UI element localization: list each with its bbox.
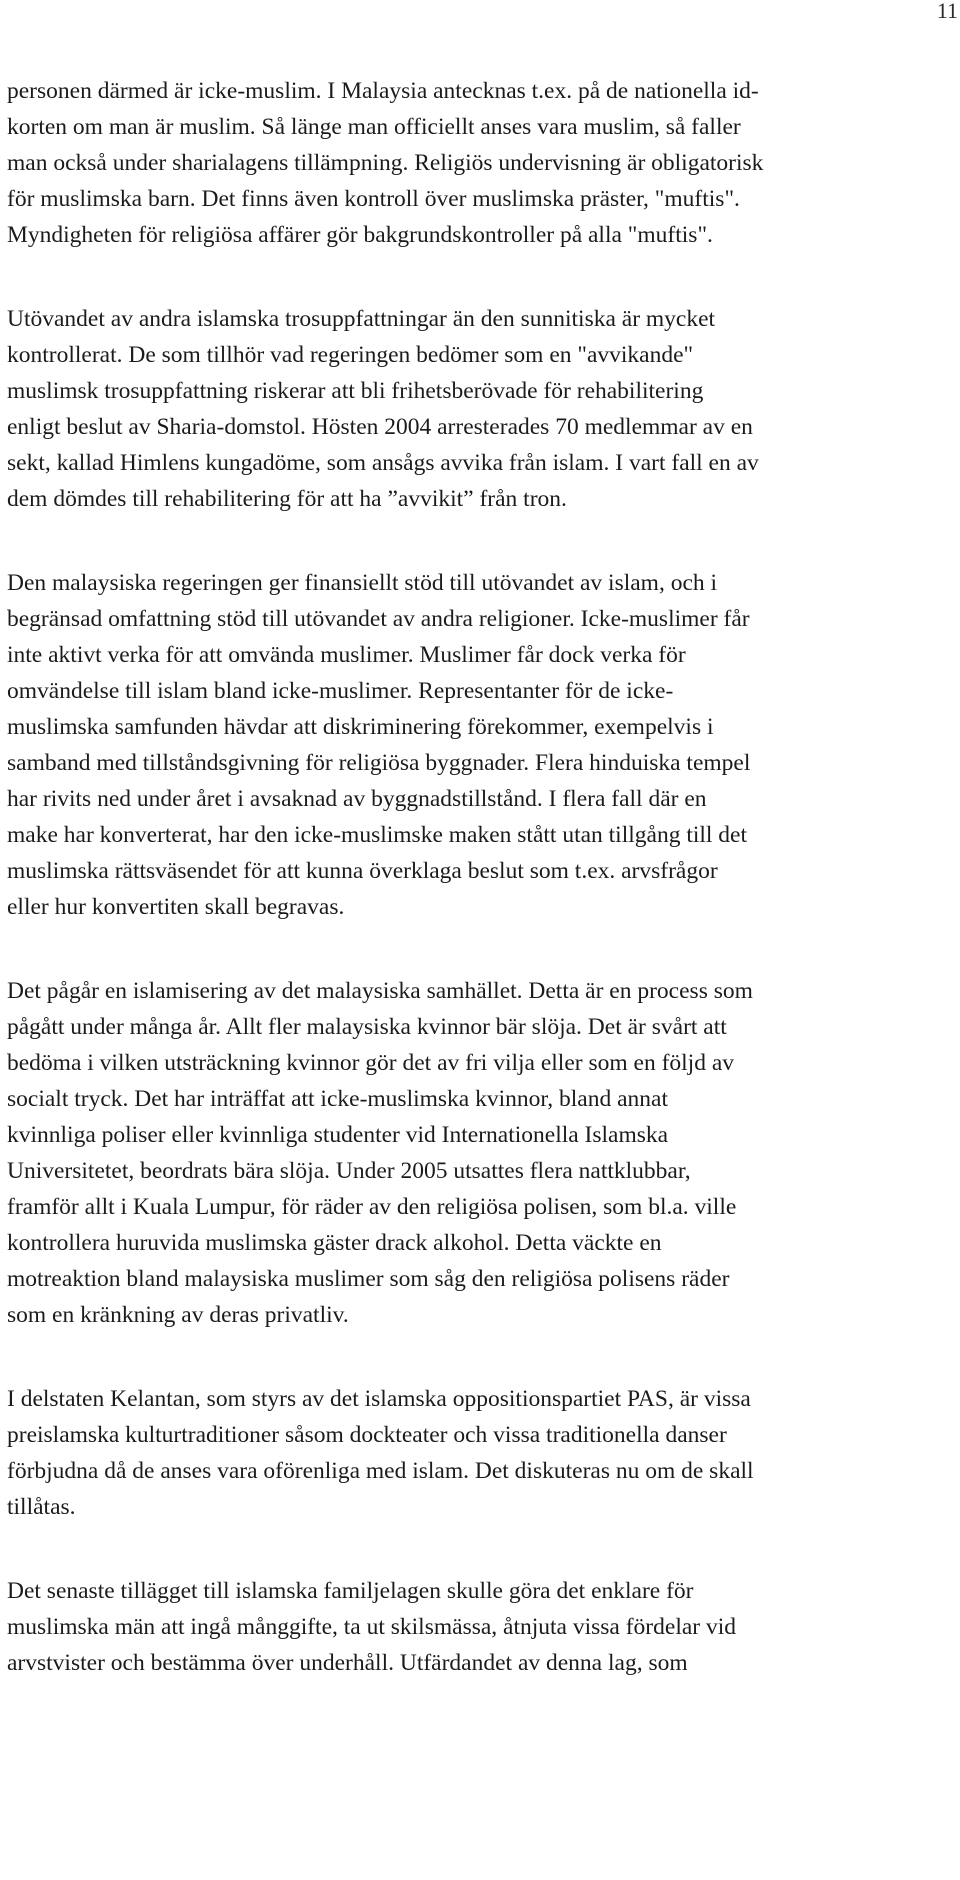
paragraph-other-islamic-beliefs: Utövandet av andra islamska trosuppfattningar än den sunnitiska är mycket kontrollerat. De som tillhör vad regeringen bedömer som en "avvikande" muslimsk trosuppfattning riskerar att bli frihetsberövade för rehabilitering enligt beslut av Sharia-domstol. Hösten 2004 arresterades 70 medlemmar av en sekt, kallad Himlens kungadöme, som ansågs avvika från islam. I vart fall en av dem dömdes till rehabilitering för att ha ”avvikit” från tron.: [7, 306, 759, 512]
paragraph-family-law: Det senaste tillägget till islamska familjelagen skulle göra det enklare för muslimska män att ingå månggifte, ta ut skilsmässa, åtnjuta vissa fördelar vid arvstvister och bestämma över underhåll. Utfärdandet av denna lag, som: [7, 1578, 737, 1676]
paragraph-government-support: Den malaysiska regeringen ger finansiellt stöd till utövandet av islam, och i begränsad omfattning stöd till utövandet av andra religioner. Icke-muslimer får inte aktivt verka för att omvända muslimer. Muslimer får dock verka för omvändelse till islam bland icke-muslimer. Representanter för de icke- muslimska samfunden hävdar att diskriminering förekommer, exempelvis i samband med tillståndsgivning för religiösa byggnader. Flera hinduiska tempel har rivits ned under året i avsaknad av byggnadstillstånd. I flera fall där en make har konverterat, har den icke-muslimske maken stått utan tillgång till det muslimska rättsväsendet för att kunna överklaga beslut som t.ex. arvsfrågor eller hur konvertiten skall begravas.: [7, 570, 751, 920]
paragraph-religious-status: personen därmed är icke-muslim. I Malaysia antecknas t.ex. på de nationella id- korten om man är muslim. Så länge man officiellt anses vara muslim, så faller man också under sharialagens tillämpning. Religiös undervisning är obligatorisk för muslimska barn. Det finns även kontroll över muslimska präster, "muftis". Myndigheten för religiösa affärer gör bakgrundskontroller på alla "muftis".: [7, 78, 764, 248]
document-body: [7, 73, 959, 1681]
page-number: 11: [936, 0, 958, 23]
paragraph-islamization: Det pågår en islamisering av det malaysiska samhället. Detta är en process som pågått under många år. Allt fler malaysiska kvinnor bär slöja. Det är svårt att bedöma i vilken utsträckning kvinnor gör det av fri vilja eller som en följd av socialt tryck. Det har inträffat att icke-muslimska kvinnor, bland annat kvinnliga poliser eller kvinnliga studenter vid Internationella Islamska Universitetet, beordrats bära slöja. Under 2005 utsattes flera nattklubbar, framför allt i Kuala Lumpur, för räder av den religiösa polisen, som bl.a. ville kontrollera huruvida muslimska gäster drack alkohol. Detta väckte en motreaktion bland malaysiska muslimer som såg den religiösa polisens räder som en kränkning av deras privatliv.: [7, 978, 753, 1328]
paragraph-kelantan: I delstaten Kelantan, som styrs av det islamska oppositionspartiet PAS, är vissa preislamska kulturtraditioner såsom dockteater och vissa traditionella danser förbjudna då de anses vara oförenliga med islam. Det diskuteras nu om de skall tillåtas.: [7, 1386, 754, 1520]
